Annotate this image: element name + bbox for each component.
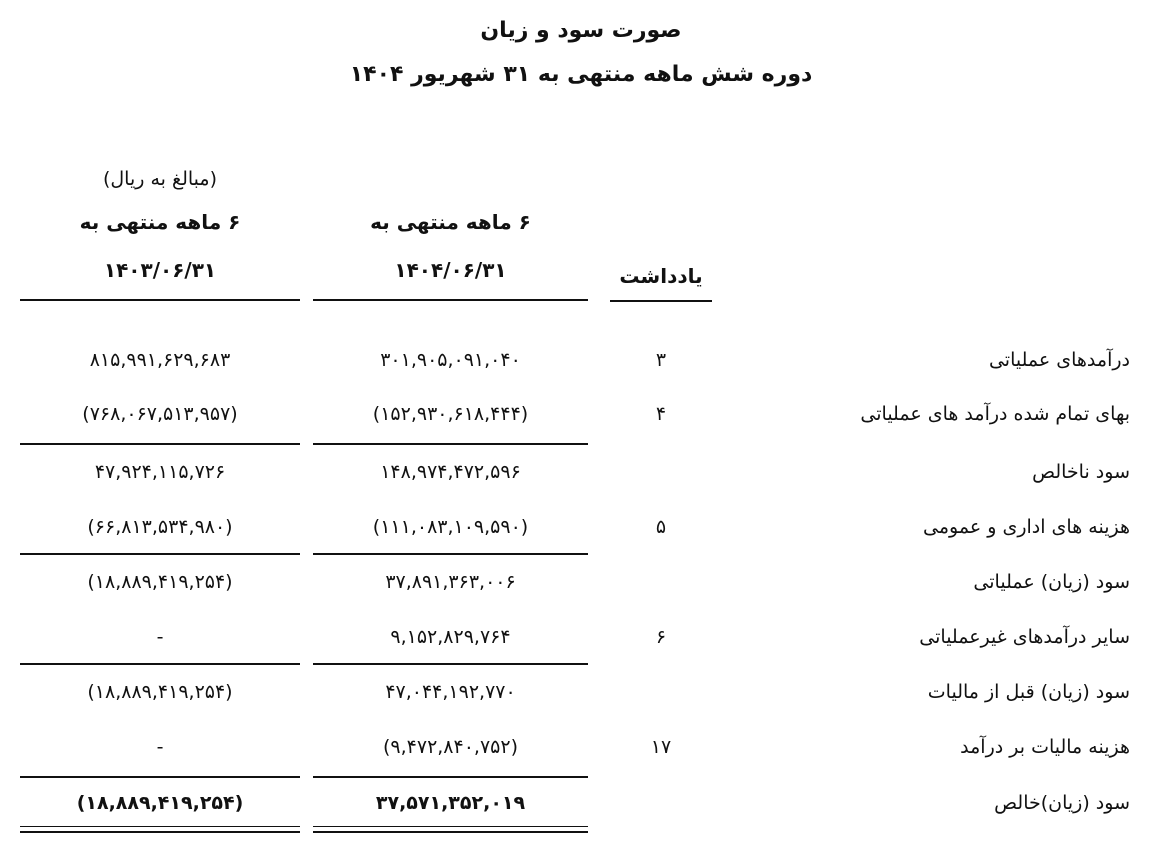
- note-ref: ۴: [655, 403, 667, 425]
- previous-amount: ۴۷,۹۲۴,۱۱۵,۷۲۶: [94, 461, 226, 483]
- document-title: صورت سود و زیان: [480, 18, 682, 43]
- header-divider-note: [610, 300, 712, 302]
- previous-amount: -: [156, 626, 164, 648]
- subtotal-divider: [20, 776, 300, 778]
- previous-amount: (۱۸,۸۸۹,۴۱۹,۲۵۴): [87, 681, 233, 703]
- table-row: [0, 727, 1162, 767]
- current-period-header-date: ۱۴۰۴/۰۶/۳۱: [394, 258, 507, 282]
- current-amount: ۳۷,۸۹۱,۳۶۳,۰۰۶: [385, 571, 516, 593]
- header-divider-previous: [20, 299, 300, 301]
- current-period-header-line1: ۶ ماهه منتهی به: [370, 210, 531, 234]
- table-row: [0, 562, 1162, 602]
- current-amount: ۴۷,۰۴۴,۱۹۲,۷۷۰: [385, 681, 516, 703]
- table-row: [0, 507, 1162, 547]
- note-ref: [610, 562, 712, 602]
- total-double-underline: [313, 831, 588, 833]
- note-ref: [610, 672, 712, 712]
- row-label: سود (زیان) قبل از مالیات: [927, 681, 1130, 703]
- note-ref: [610, 783, 712, 823]
- row-label: سود ناخالص: [1032, 461, 1130, 483]
- row-label: بهای تمام شده درآمد های عملیاتی: [860, 403, 1130, 425]
- row-label: سود (زیان)خالص: [994, 792, 1130, 814]
- document-subtitle: دوره شش ماهه منتهی به ۳۱ شهریور ۱۴۰۴: [349, 62, 813, 87]
- table-row: [0, 617, 1162, 657]
- subtotal-divider: [313, 663, 588, 665]
- table-row-total: [0, 783, 1162, 823]
- subtotal-divider: [313, 776, 588, 778]
- total-double-underline: [313, 826, 588, 827]
- subtotal-divider: [313, 553, 588, 555]
- subtotal-divider: [20, 553, 300, 555]
- row-label: هزینه مالیات بر درآمد: [960, 736, 1130, 758]
- previous-amount: (۷۶۸,۰۶۷,۵۱۳,۹۵۷): [82, 403, 238, 425]
- subtotal-divider: [313, 443, 588, 445]
- table-row: [0, 394, 1162, 434]
- current-amount: (۱۵۲,۹۳۰,۶۱۸,۴۴۴): [372, 403, 529, 425]
- table-row: [0, 672, 1162, 712]
- previous-amount: (۱۸,۸۸۹,۴۱۹,۲۵۴): [76, 792, 244, 814]
- previous-amount: -: [156, 736, 164, 758]
- note-column-header: یادداشت: [619, 264, 703, 288]
- currency-note: (مبالغ به ریال): [102, 168, 218, 190]
- note-ref: ۶: [655, 626, 667, 648]
- note-ref: [610, 452, 712, 492]
- previous-amount: ۸۱۵,۹۹۱,۶۲۹,۶۸۳: [89, 349, 231, 371]
- current-amount: ۳۰۱,۹۰۵,۰۹۱,۰۴۰: [380, 349, 521, 371]
- current-amount: (۱۱۱,۰۸۳,۱۰۹,۵۹۰): [372, 516, 529, 538]
- previous-period-header-date: ۱۴۰۳/۰۶/۳۱: [103, 258, 217, 282]
- current-amount: ۱۴۸,۹۷۴,۴۷۲,۵۹۶: [380, 461, 521, 483]
- table-row: [0, 452, 1162, 492]
- subtotal-divider: [20, 663, 300, 665]
- previous-amount: (۶۶,۸۱۳,۵۳۴,۹۸۰): [87, 516, 233, 538]
- subtotal-divider: [20, 443, 300, 445]
- current-amount: (۹,۴۷۲,۸۴۰,۷۵۲): [383, 736, 518, 758]
- note-ref: ۵: [655, 516, 667, 538]
- row-label: سود (زیان) عملیاتی: [973, 571, 1130, 593]
- row-label: درآمدهای عملیاتی: [988, 349, 1130, 371]
- table-row: [0, 340, 1162, 380]
- header-divider-current: [313, 299, 588, 301]
- total-double-underline: [20, 826, 300, 827]
- current-amount: ۹,۱۵۲,۸۲۹,۷۶۴: [390, 626, 511, 648]
- previous-amount: (۱۸,۸۸۹,۴۱۹,۲۵۴): [87, 571, 233, 593]
- current-amount: ۳۷,۵۷۱,۳۵۲,۰۱۹: [375, 792, 526, 814]
- total-double-underline: [20, 831, 300, 833]
- row-label: هزینه های اداری و عمومی: [923, 516, 1130, 538]
- previous-period-header-line1: ۶ ماهه منتهی به: [79, 210, 241, 234]
- note-ref: ۳: [655, 349, 667, 371]
- row-label: سایر درآمدهای غیرعملیاتی: [919, 626, 1130, 648]
- note-ref: ۱۷: [650, 736, 672, 758]
